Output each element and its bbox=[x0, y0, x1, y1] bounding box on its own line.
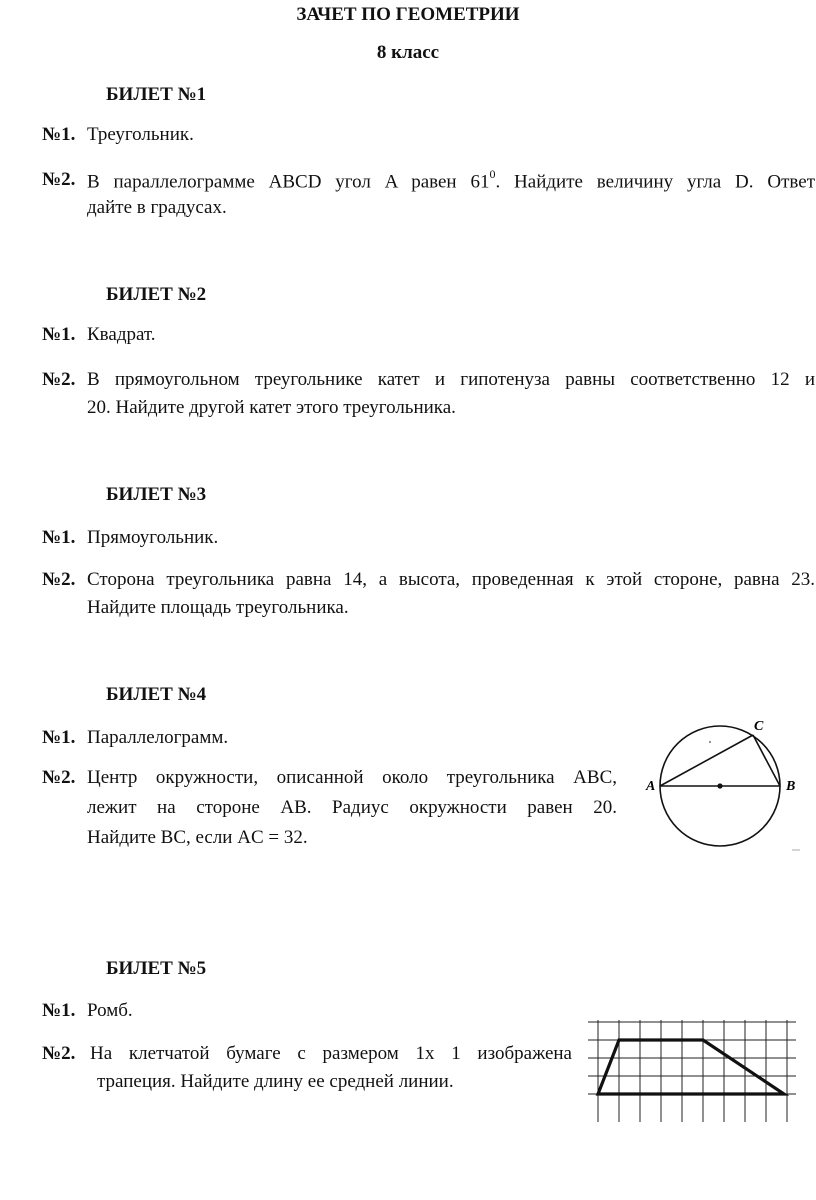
ticket-1-q1-text: Треугольник. bbox=[87, 124, 194, 145]
grade-label: 8 класс bbox=[376, 42, 440, 63]
ticket-1-heading: БИЛЕТ №1 bbox=[106, 84, 207, 105]
ticket-3-q1-text: Прямоугольник. bbox=[87, 527, 219, 548]
ticket-4-q2-line-1: Центр окружности, описанной около треугольника ABC, bbox=[87, 767, 617, 788]
point-b-label: B bbox=[786, 779, 796, 794]
ticket-5-heading: БИЛЕТ №5 bbox=[106, 958, 207, 979]
ticket-4-q2-label: №2. bbox=[42, 767, 76, 788]
ticket-2-q2-label: №2. bbox=[42, 369, 76, 390]
ticket-2-q1-text: Квадрат. bbox=[87, 324, 156, 345]
circle-triangle-figure bbox=[640, 710, 810, 860]
grid-trapezoid-figure bbox=[584, 1018, 804, 1128]
ticket-2-heading: БИЛЕТ №2 bbox=[106, 284, 207, 305]
page-title: ЗАЧЕТ ПО ГЕОМЕТРИИ bbox=[296, 4, 520, 25]
degree-superscript: 0 bbox=[489, 167, 496, 181]
ticket-5-q1-label: №1. bbox=[42, 1000, 76, 1021]
circle-center-dot bbox=[717, 783, 722, 788]
trapezoid-shape bbox=[598, 1040, 784, 1094]
ticket-2-q2-line-2: 20. Найдите другой катет этого треугольника. bbox=[87, 397, 456, 418]
ticket-4-q2-line-3: Найдите BC, если AC = 32. bbox=[87, 827, 308, 848]
ticket-3-q2-line-1: Сторона треугольника равна 14, а высота, проведенная к этой стороне, равна 23. bbox=[87, 569, 815, 590]
ticket-5-q1-text: Ромб. bbox=[87, 1000, 133, 1021]
ticket-1-q2-label: №2. bbox=[42, 169, 76, 190]
ticket-5-q2-line-2: трапеция. Найдите длину ее средней линии. bbox=[97, 1071, 454, 1092]
ticket-3-heading: БИЛЕТ №3 bbox=[106, 484, 207, 505]
ticket-4-q2-line-2: лежит на стороне AB. Радиус окружности равен 20. bbox=[87, 797, 617, 818]
point-c-label: C bbox=[754, 719, 764, 734]
ticket-4-heading: БИЛЕТ №4 bbox=[106, 684, 207, 705]
ticket-5-q2-line-1: На клетчатой бумаге с размером 1х 1 изображена bbox=[90, 1043, 572, 1064]
ticket-1-q1-label: №1. bbox=[42, 124, 76, 145]
ticket-3-q2-line-2: Найдите площадь треугольника. bbox=[87, 597, 349, 618]
grid-paper bbox=[588, 1020, 796, 1122]
ticket-2-q2-line-1: В прямоугольном треугольнике катет и гипотенуза равны соответственно 12 и bbox=[87, 369, 815, 390]
ticket-1-q2-line-2: дайте в градусах. bbox=[87, 197, 227, 218]
ticket-3-q2-label: №2. bbox=[42, 569, 76, 590]
ticket-5-q2-label: №2. bbox=[42, 1043, 76, 1064]
point-a-label: A bbox=[646, 779, 656, 794]
ticket-1-q2-line-1: В параллелограмме ABCD угол A равен $61^0$. Найдите величину угла D. Ответ bbox=[87, 167, 815, 193]
ticket-4-q1-text: Параллелограмм. bbox=[87, 727, 229, 748]
ticket-3-q1-label: №1. bbox=[42, 527, 76, 548]
ticket-2-q1-label: №1. bbox=[42, 324, 76, 345]
ticket-4-q1-label: №1. bbox=[42, 727, 76, 748]
